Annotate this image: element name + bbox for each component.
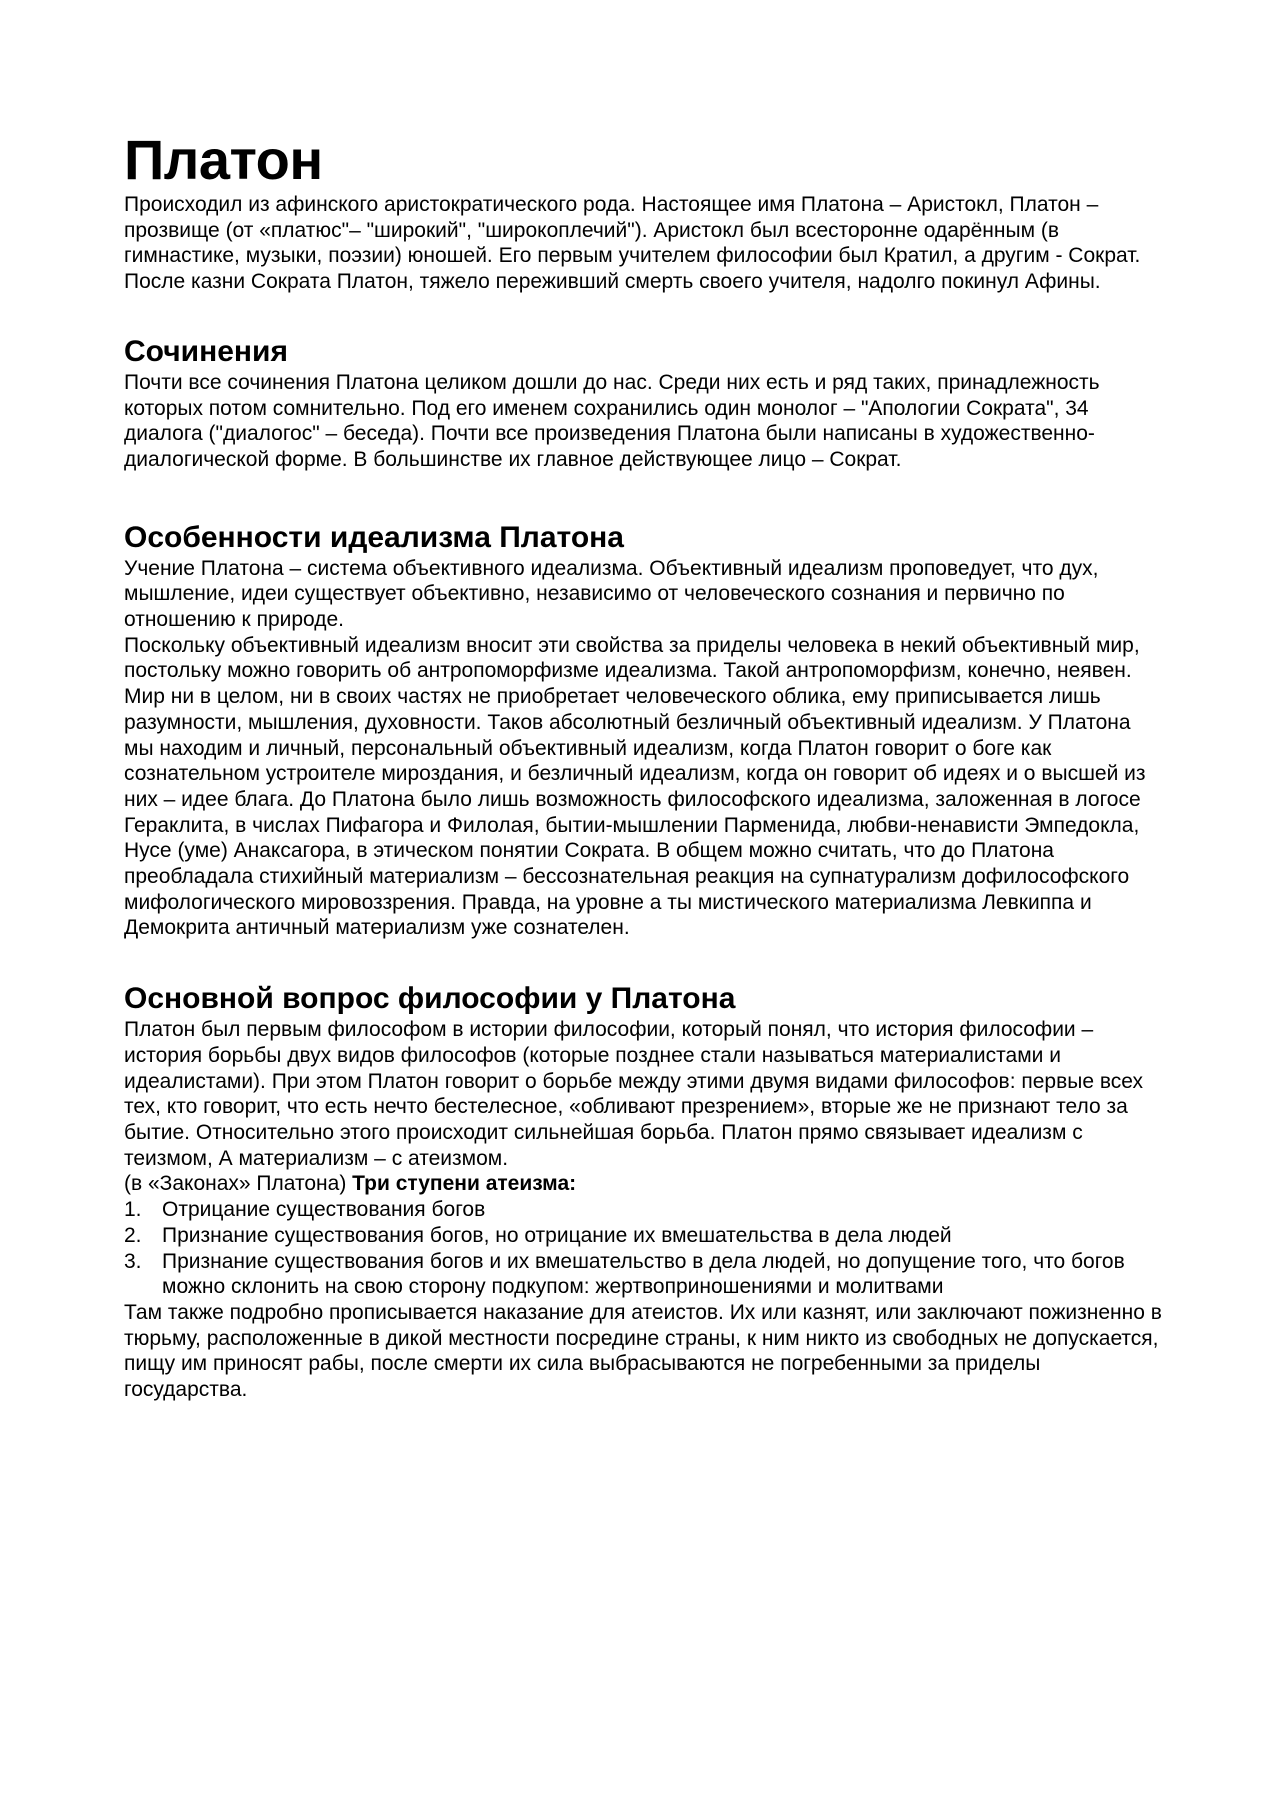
document-content [124, 128, 1164, 1403]
atheism-stages-list [124, 1197, 1164, 1300]
works-paragraph: Почти все сочинения Платона целиком дошли до нас. Среди них есть и ряд таких, принадлежность которых потом сомнительно. Под его именем сохранились один монолог – "Апологии Сократа", 34 диалога ("диалогос" – беседа). Почти все произведения Платона были написаны в художественно-диалогической форме. В большинстве их главное действующее лицо – Сократ. [124, 370, 1100, 471]
list-item-text: Признание существования богов, но отрицание их вмешательства в дела людей [162, 1223, 952, 1247]
list-item [124, 1249, 1164, 1300]
list-item-number: 2. [124, 1223, 142, 1247]
atheism-list-intro [124, 1171, 1164, 1197]
atheism-list-intro-text: (в «Законах» Платона) [124, 1172, 353, 1196]
list-item [124, 1223, 1164, 1249]
idealism-paragraph-2: Поскольку объективный идеализм вносит эти свойства за приделы человека в некий объективный мир, постольку можно говорить об антропоморфизме идеализма. Такой антропоморфизм, конечно, неявен. Мир ни в целом, ни в своих частях не приобретает человеческого облика, ему приписывается лишь разумности, мышления, духовности. Таков абсолютный безличный объективный идеализм. У Платона мы находим и личный, персональный объективный идеализм, когда Платон говорит о боге как сознательном устроителе мироздания, и безличный идеализм, когда он говорит об идеях и о высшей из них – идее блага. До Платона было лишь возможность философского идеализма, заложенная в логосе Гераклита, в числах Пифагора и Филолая, бытии-мышлении Парменида, любви-ненависти Эмпедокла, Нусе (уме) Анаксагора, в этическом понятии Сократа. В общем можно считать, что до Платона преобладала стихийный материализм – бессознательная реакция на супнатурализм дофилософского мифологического мировоззрения. Правда, на уровне а ты мистического материализма Левкиппа и Демокрита античный материализм уже сознателен. [124, 633, 1146, 940]
closing-paragraph: Там также подробно прописывается наказание для атеистов. Их или казнят, или заключают пожизненно в тюрьму, расположенные в дикой местности посредине страны, к ним никто из свободных не допускается, пищу им приносят рабы, после смерти их сила выбрасываются не погребенными за приделы государства. [124, 1300, 1162, 1402]
section-heading-main-question: Основной вопрос философии у Платона [124, 982, 736, 1016]
intro-paragraph: Происходил из афинского аристократического рода. Настоящее имя Платона – Аристокл, Платон – прозвище (от «платюс"– "широкий", "широкоплечий"). Аристокл был всесторонне одарённым (в гимнастике, музыки, поэзии) юношей. Его первым учителем философии был Кратил, а другим - Сократ. После казни Сократа Платон, тяжело переживший смерть своего учителя, надолго покинул Афины. [124, 193, 1141, 294]
section-heading-idealism: Особенности идеализма Платона [124, 520, 624, 554]
list-item-text: Признание существования богов и их вмешательство в дела людей, но допущение того, что богов можно склонить на свою сторону подкупом: жертвоприношениями и молитвами [162, 1249, 1125, 1299]
list-item-number: 3. [124, 1249, 142, 1273]
atheism-list-intro-bold: Три ступени атеизма: [352, 1172, 577, 1196]
section-heading-works: Сочинения [124, 334, 288, 368]
main-question-paragraph: Платон был первым философом в истории философии, который понял, что история философии – история борьбы двух видов философов (которые позднее стали называться материалистами и идеалистами). При этом Платон говорит о борьбе между этими двумя видами философов: первые всех тех, кто говорит, что есть нечто бестелесное, «обливают презрением», вторые же не признают тело за бытие. Относительно этого происходит сильнейшая борьба. Платон прямо связывает идеализм с теизмом, А материализм – с атеизмом. [124, 1018, 1143, 1170]
idealism-paragraph-1: Учение Платона – система объективного идеализма. Объективный идеализм проповедует, что дух, мышление, идеи существует объективно, независимо от человеческого сознания и первично по отношению к природе. [124, 556, 1099, 632]
list-item-number: 1. [124, 1198, 142, 1222]
list-item-text: Отрицание существования богов [162, 1198, 486, 1222]
page-title: Платон [124, 128, 323, 191]
list-item [124, 1197, 1164, 1223]
